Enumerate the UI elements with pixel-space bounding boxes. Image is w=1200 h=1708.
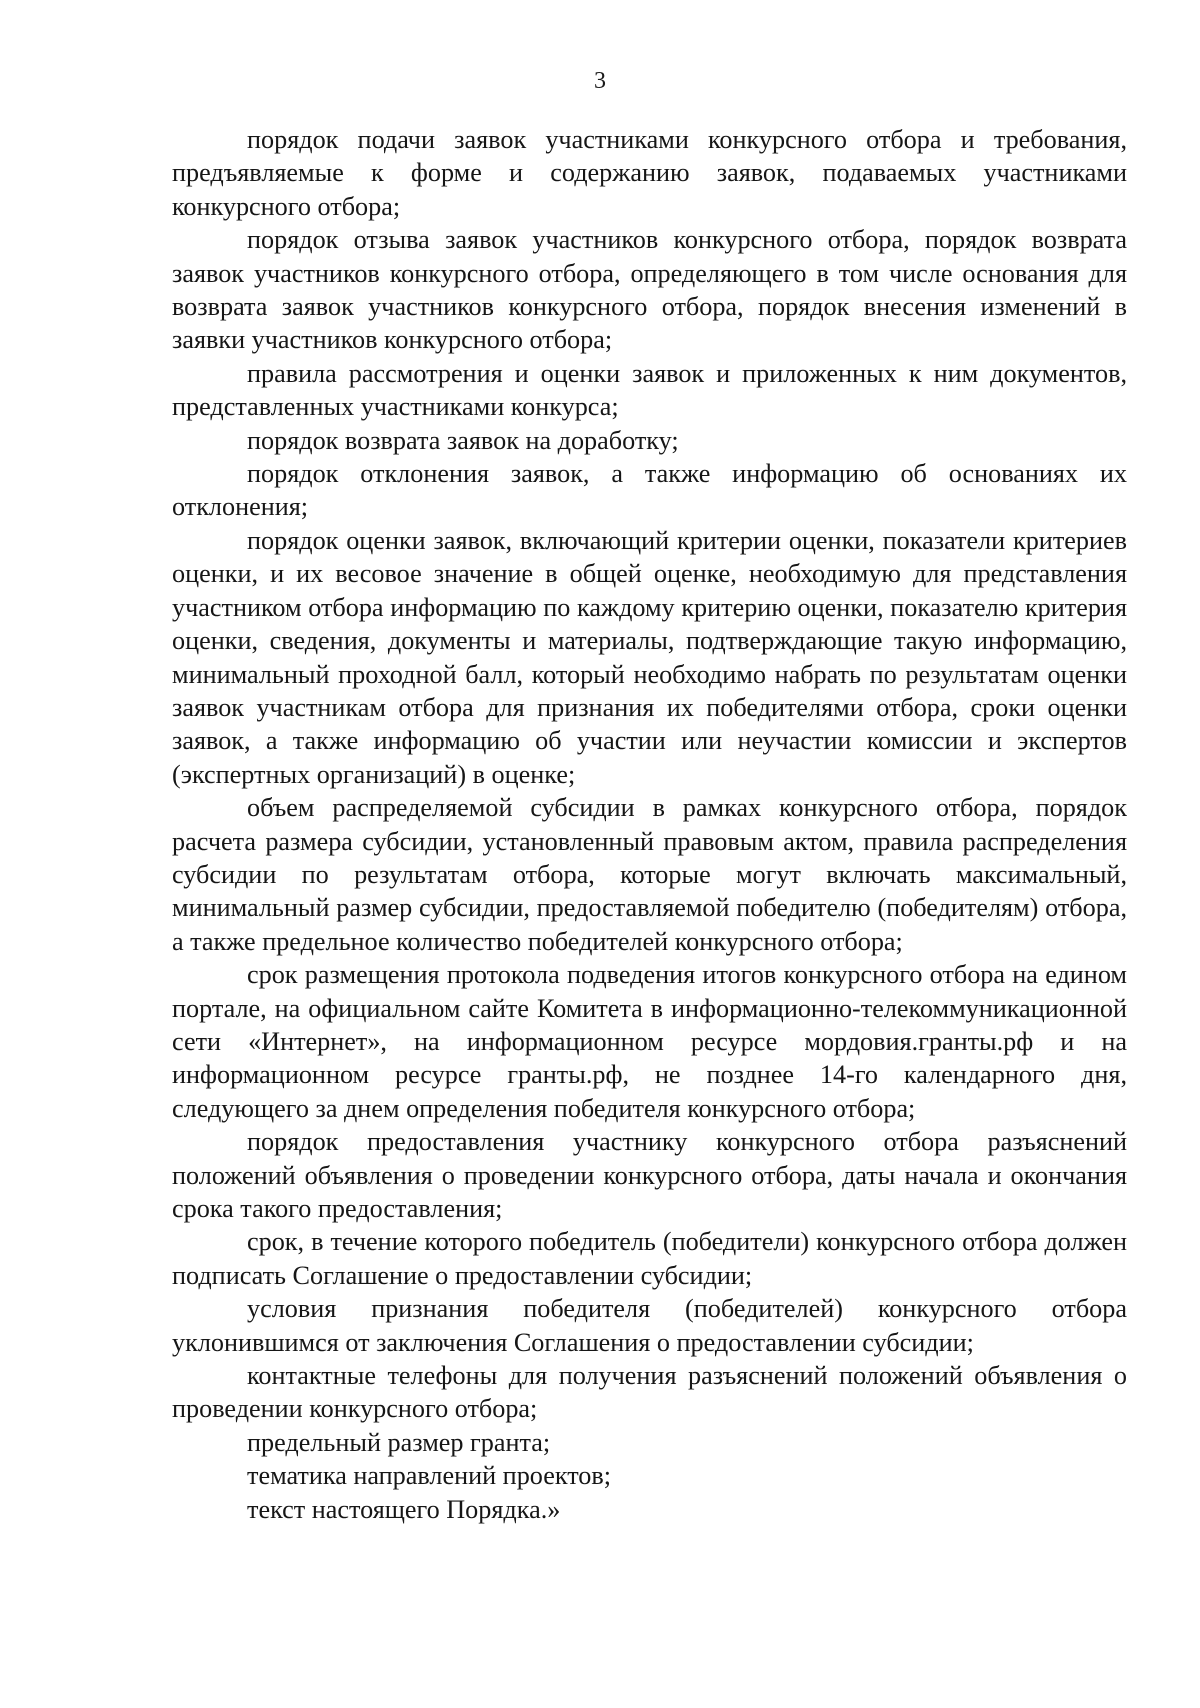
paragraph-evasion-conditions: условия признания победителя (победителей) конкурсного отбора уклонившимся от заключения Соглашения о предоставлении субсидии;	[172, 1294, 1127, 1357]
document-body	[172, 123, 1127, 1526]
paragraph-rejection: порядок отклонения заявок, а также информацию об основаниях их отклонения;	[172, 459, 1127, 522]
paragraph-review-rules: правила рассмотрения и оценки заявок и приложенных к ним документов, представленных участниками конкурса;	[172, 358, 1127, 422]
paragraph-clarifications: порядок предоставления участнику конкурсного отбора разъяснений положений объявления о проведении конкурсного отбора, даты начала и окончания срока такого предоставления;	[172, 1127, 1127, 1223]
paragraph-grant-limit: предельный размер гранта;	[247, 1427, 551, 1457]
paragraph-subsidy-volume: объем распределяемой субсидии в рамках конкурсного отбора, порядок расчета размера субсидии, установленный правовым актом, правила распределения субсидии по результатам отбора, которые могут включать максимальный, минимальный размер субсидии, предоставляемой победителю (победителям) отбора, а также предельное количество победителей конкурсного отбора;	[172, 793, 1127, 956]
paragraph-contact-phones: контактные телефоны для получения разъяснений положений объявления о проведении конкурсного отбора;	[172, 1361, 1127, 1424]
paragraph-application-withdrawal: порядок отзыва заявок участников конкурсного отбора, порядок возврата заявок участников конкурсного отбора, определяющего в том числе основания для возврата заявок участников конкурсного отбора, порядок внесения изменений в заявки участников конкурсного отбора;	[172, 225, 1127, 355]
paragraph-return-for-revision: порядок возврата заявок на доработку;	[247, 425, 679, 455]
paragraph-agreement-deadline: срок, в течение которого победитель (победители) конкурсного отбора должен подписать Соглашение о предоставлении субсидии;	[172, 1227, 1127, 1290]
paragraph-project-topics: тематика направлений проектов;	[247, 1461, 612, 1491]
paragraph-evaluation-procedure: порядок оценки заявок, включающий критерии оценки, показатели критериев оценки, и их весовое значение в общей оценке, необходимую для представления участником отбора информацию по каждому критерию оценки, показателю критерия оценки, сведения, документы и материалы, подтверждающие такую информацию, минимальный проходной балл, который необходимо набрать по результатам оценки заявок участникам отбора для признания их победителями отбора, сроки оценки заявок, а также информацию об участии или неучастии комиссии и экспертов (экспертных организаций) в оценке;	[172, 525, 1127, 789]
paragraph-procedure-text: текст настоящего Порядка.»	[247, 1494, 561, 1524]
paragraph-application-submission: порядок подачи заявок участниками конкурсного отбора и требования, предъявляемые к форме и содержанию заявок, подаваемых участниками конкурсного отбора;	[172, 125, 1127, 221]
paragraph-protocol-publication: срок размещения протокола подведения итогов конкурсного отбора на едином портале, на официальном сайте Комитета в информационно-телекоммуникационной сети «Интернет», на информационном ресурсе мордовия.гранты.рф и на информационном ресурсе гранты.рф, не позднее 14-го календарного дня, следующего за днем определения победителя конкурсного отбора;	[172, 960, 1127, 1123]
page-number: 3	[594, 68, 606, 94]
